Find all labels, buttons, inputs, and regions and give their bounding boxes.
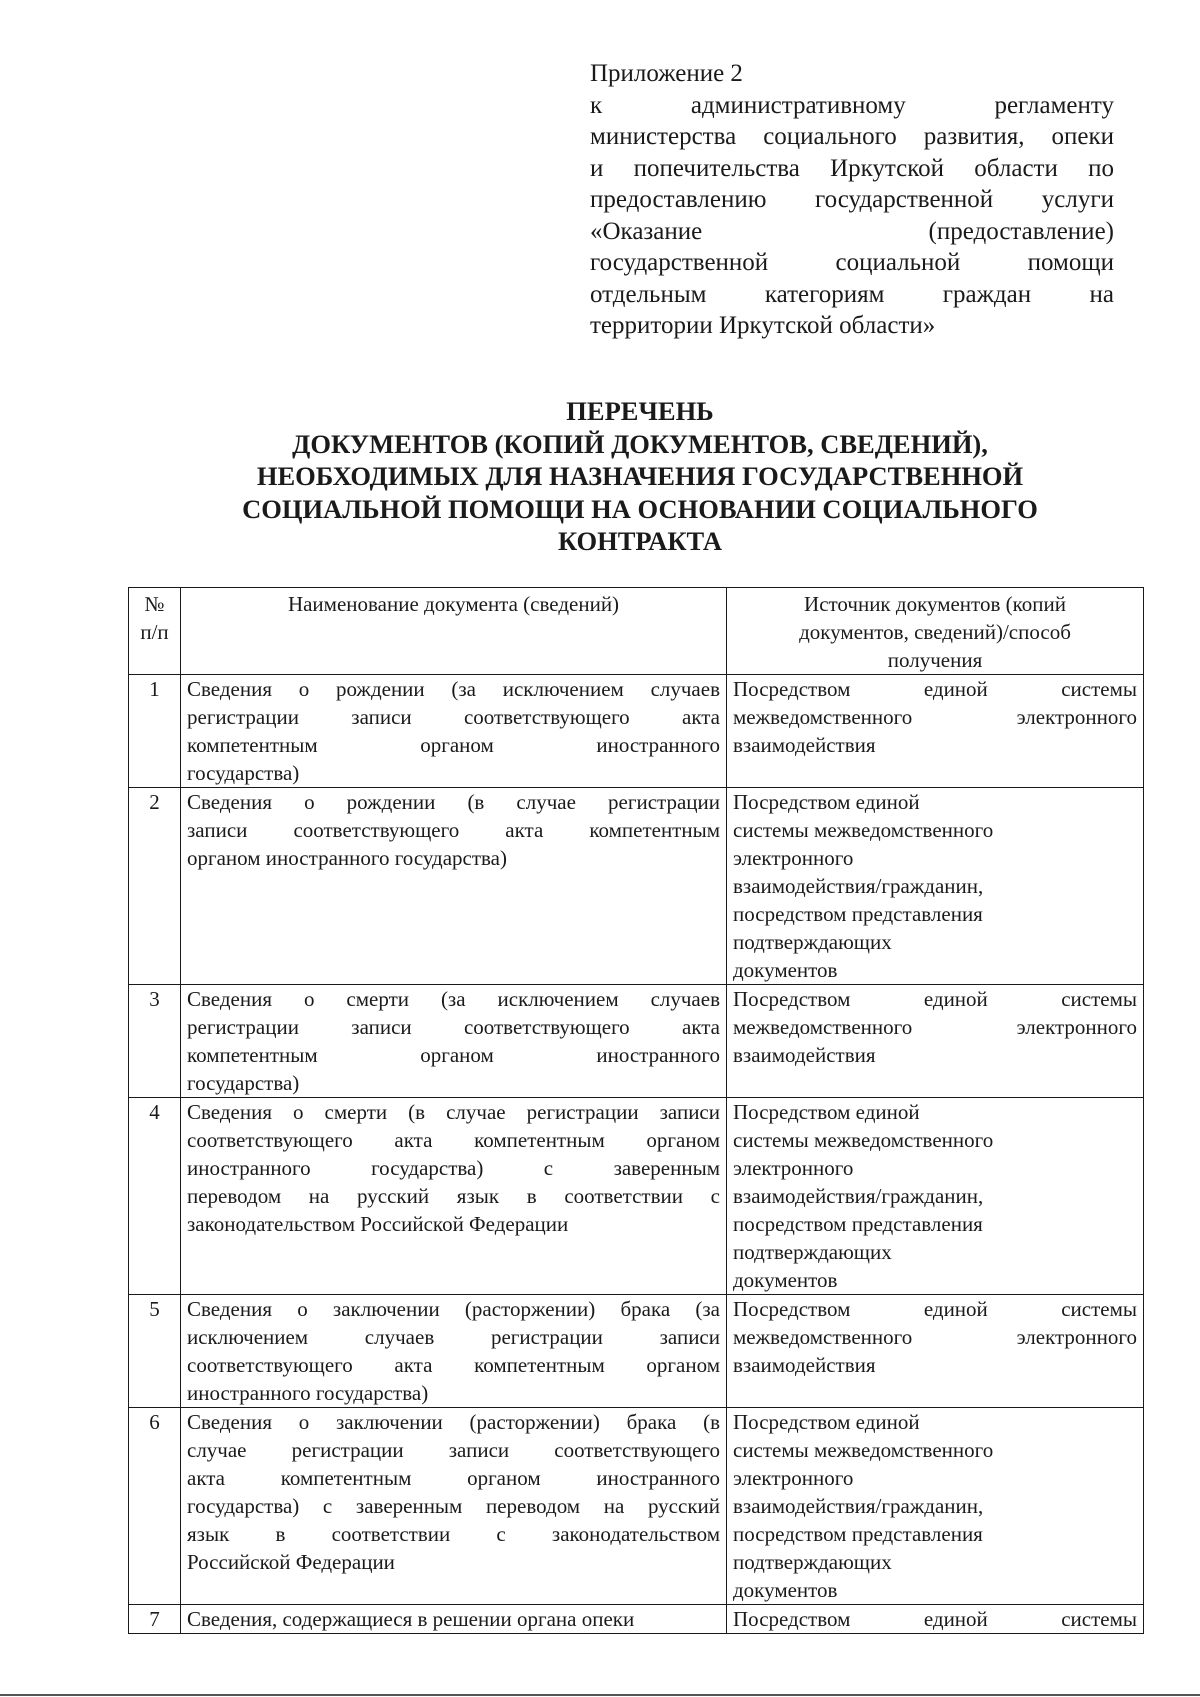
appendix-line: и попечительства Иркутской области по [590,154,1114,182]
text-line: документов [733,1268,838,1292]
text-line: Посредством единой [733,1410,920,1434]
text-line: соответствующего акта компетентным органом [187,1128,720,1152]
source-cell [727,1098,1144,1295]
text-line: Посредством единой [733,1100,920,1124]
header-name [181,588,727,675]
text-line: взаимодействия [733,1353,876,1377]
text-line: записи соответствующего акта компетентным [187,818,720,842]
title-line: СОЦИАЛЬНОЙ ПОМОЩИ НА ОСНОВАНИИ СОЦИАЛЬНОГО [242,493,1038,524]
header-source-line: документов, сведений)/способ [799,620,1071,644]
text-line: компетентным органом иностранного [187,1043,720,1067]
table-row [129,1408,1144,1605]
document-name-cell [181,985,727,1098]
text-line: межведомственного электронного [733,1325,1137,1349]
appendix-line: Приложение 2 [590,60,743,87]
text-line: Сведения о смерти (в случае регистрации записи [187,1100,720,1124]
text-line: подтверждающих [733,1550,892,1574]
document-name-cell [181,1295,727,1408]
text-line: Посредством единой системы [733,987,1137,1011]
text-line: документов [733,958,838,982]
text-line: межведомственного электронного [733,1015,1137,1039]
text-line: Посредством единой системы [733,1297,1137,1321]
table-row [129,675,1144,788]
appendix-line: отдельным категориям граждан на [590,280,1114,308]
text-line: электронного [733,1156,854,1180]
text-line: регистрации записи соответствующего акта [187,705,720,729]
text-line: переводом на русский язык в соответствии с [187,1184,720,1208]
source-cell [727,675,1144,788]
title-line: ПЕРЕЧЕНЬ [566,396,714,426]
header-num-line: п/п [140,620,169,644]
text-line: случае регистрации записи соответствующего [187,1438,720,1462]
text-line: законодательством Российской Федерации [187,1212,569,1236]
source-cell [727,1605,1144,1634]
appendix-line: предоставлению государственной услуги [590,186,1114,213]
text-line: взаимодействия/гражданин, [733,1184,984,1208]
appendix-line: территории Иркутской области» [590,312,936,339]
text-line: взаимодействия [733,733,876,757]
text-line: Сведения о рождении (за исключением случаев [187,677,720,701]
text-line: подтверждающих [733,1240,892,1264]
text-line: электронного [733,1466,854,1490]
text-line: язык в соответствии с законодательством [187,1522,720,1546]
document-name-cell [181,1605,727,1634]
text-line: регистрации записи соответствующего акта [187,1015,720,1039]
header-source-line: получения [887,648,983,672]
appendix-line: государственной социальной помощи [590,249,1114,276]
text-line: посредством представления [733,1212,983,1236]
text-line: компетентным органом иностранного [187,733,720,757]
page-edge-line [0,1694,1200,1696]
text-line: Посредством единой системы [733,1607,1137,1631]
source-cell [727,985,1144,1098]
text-line: иностранного государства) [187,1381,429,1405]
document-name-cell [181,675,727,788]
source-cell [727,1295,1144,1408]
text-line: Посредством единой системы [733,677,1137,701]
text-line: Сведения, содержащиеся в решении органа опеки [187,1607,635,1631]
appendix-line: министерства социального развития, опеки [590,123,1114,150]
header-source [727,588,1144,675]
header-num [129,588,181,675]
source-cell [727,788,1144,985]
documents-table [128,587,1144,1634]
text-line: исключением случаев регистрации записи [187,1325,720,1349]
appendix-line: к административному регламенту [590,91,1114,119]
text-line: Посредством единой [733,790,920,814]
table-row [129,1098,1144,1295]
text-line: взаимодействия/гражданин, [733,1494,984,1518]
text-line: государства) [187,1071,300,1095]
text-line: соответствующего акта компетентным органом [187,1353,720,1377]
text-line: системы межведомственного [733,1438,994,1462]
text-line: государства) [187,761,300,785]
header-source-line: Источник документов (копий [804,592,1066,616]
text-line: системы межведомственного [733,818,994,842]
title-line: ДОКУМЕНТОВ (КОПИЙ ДОКУМЕНТОВ, СВЕДЕНИЙ), [292,428,988,459]
text-line: Сведения о заключении (расторжении) брака (за [187,1297,720,1321]
appendix-header [590,58,1114,342]
row-number: 4 [129,1098,181,1295]
text-line: иностранного государства) с заверенным [187,1156,720,1180]
text-line: электронного [733,846,854,870]
text-line: взаимодействия/гражданин, [733,874,984,898]
text-line: посредством представления [733,902,983,926]
document-name-cell [181,1098,727,1295]
row-number: 1 [129,675,181,788]
text-line: взаимодействия [733,1043,876,1067]
source-cell [727,1408,1144,1605]
title-line: КОНТРАКТА [557,526,723,556]
row-number: 3 [129,985,181,1098]
text-line: Российской Федерации [187,1550,395,1574]
table-row [129,1605,1144,1634]
header-name-line: Наименование документа (сведений) [287,592,620,616]
text-line: системы межведомственного [733,1128,994,1152]
row-number: 2 [129,788,181,985]
text-line: Сведения о рождении (в случае регистрации [187,790,720,814]
text-line: межведомственного электронного [733,705,1137,729]
table-header-row [129,588,1144,675]
table-row [129,985,1144,1098]
text-line: Сведения о смерти (за исключением случаев [187,987,720,1011]
text-line: Сведения о заключении (расторжении) брака (в [187,1410,720,1434]
text-line: документов [733,1578,838,1602]
document-name-cell [181,1408,727,1605]
document-title [150,395,1130,558]
text-line: государства) с заверенным переводом на русский [187,1494,720,1518]
text-line: посредством представления [733,1522,983,1546]
text-line: подтверждающих [733,930,892,954]
table-row [129,788,1144,985]
row-number: 7 [129,1605,181,1634]
appendix-line: «Оказание (предоставление) [590,217,1114,245]
text-line: акта компетентным органом иностранного [187,1466,720,1490]
title-line: НЕОБХОДИМЫХ ДЛЯ НАЗНАЧЕНИЯ ГОСУДАРСТВЕННОЙ [256,461,1024,491]
document-name-cell [181,788,727,985]
header-num-line: № [144,592,165,616]
row-number: 5 [129,1295,181,1408]
row-number: 6 [129,1408,181,1605]
table-row [129,1295,1144,1408]
text-line: органом иностранного государства) [187,846,507,870]
